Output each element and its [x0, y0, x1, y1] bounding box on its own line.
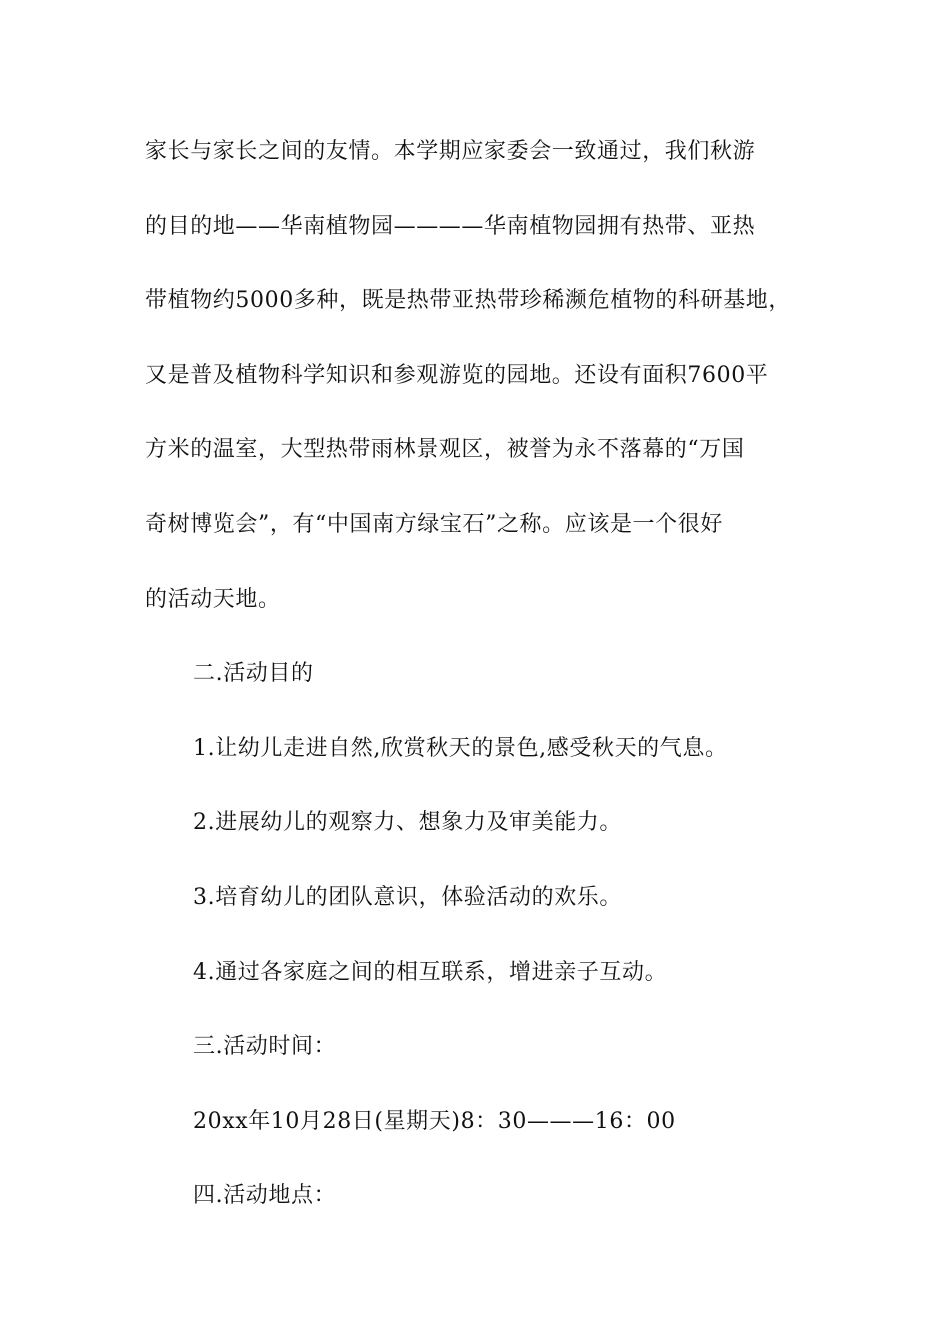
section-heading-time: 三.活动时间：: [193, 1034, 337, 1060]
intro-line: 带植物约5000多种，既是热带亚热带珍稀濒危植物的科研基地，: [145, 288, 791, 314]
intro-line: 奇树博览会”，有“中国南方绿宝石”之称。应该是一个很好: [145, 511, 723, 537]
intro-line: 的活动天地。: [145, 586, 281, 612]
goal-item: 4.通过各家庭之间的相互联系，增进亲子互动。: [193, 959, 668, 985]
intro-line: 家长与家长之间的友情。本学期应家委会一致通过，我们秋游: [145, 139, 756, 164]
intro-line: 又是普及植物科学知识和参观游览的园地。还设有面积7600平: [145, 362, 769, 388]
section-heading-location: 四.活动地点：: [193, 1183, 337, 1209]
intro-line: 的目的地——华南植物园————华南植物园拥有热带、亚热: [145, 213, 756, 239]
section-heading-purpose: 二.活动目的: [193, 661, 314, 687]
goal-item: 2.进展幼儿的观察力、想象力及审美能力。: [193, 810, 622, 836]
document-body: [145, 128, 825, 1247]
intro-line: 方米的温室，大型热带雨林景观区，被誉为永不落幕的“万国: [145, 437, 745, 463]
activity-time: 20xx年10月28日(星期天)8：30———16：00: [193, 1108, 676, 1134]
goal-item: 3.培育幼儿的团队意识，体验活动的欢乐。: [193, 884, 622, 910]
goal-item: 1.让幼儿走进自然,欣赏秋天的景色,感受秋天的气息。: [193, 735, 728, 761]
